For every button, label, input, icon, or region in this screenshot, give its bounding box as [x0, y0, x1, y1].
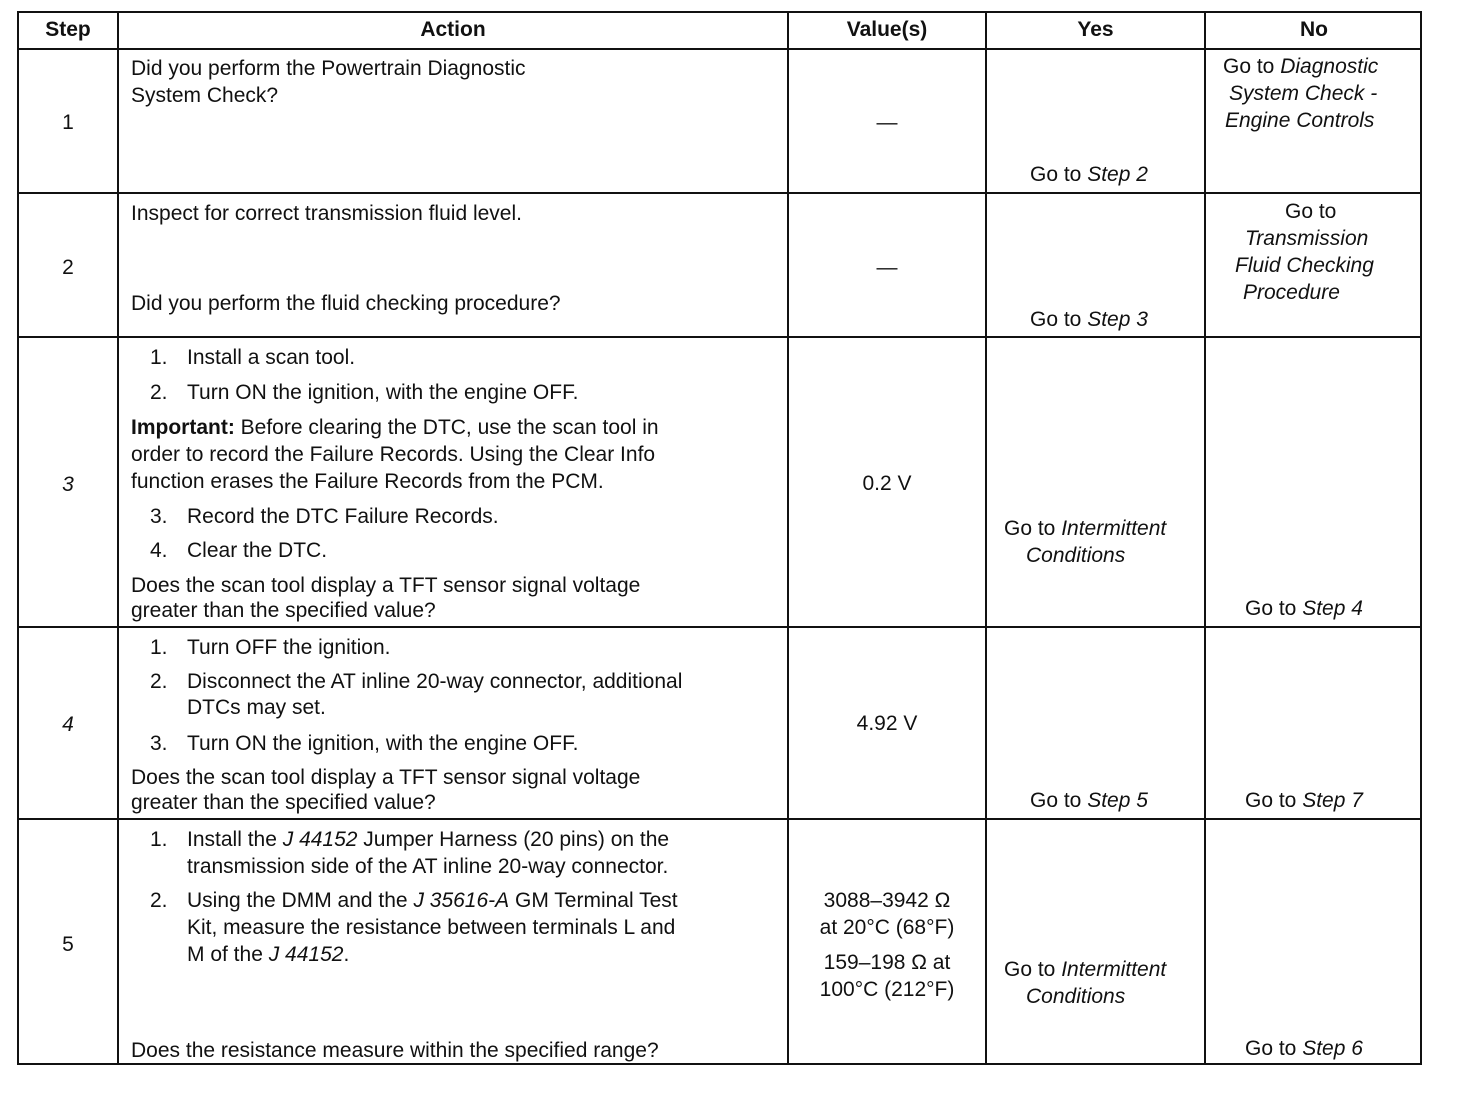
list-number: 3.: [150, 505, 168, 528]
action-item: M of the J 44152.: [187, 943, 350, 966]
action-question: greater than the specified value?: [131, 791, 436, 814]
yes-action: Go to Step 5: [1030, 789, 1148, 812]
no-action: Transmission: [1245, 227, 1369, 250]
list-number: 2.: [150, 381, 168, 404]
value-text: at 20°C (68°F): [819, 916, 955, 939]
no-action: Go to Step 4: [1245, 597, 1363, 620]
header-no: No: [1300, 18, 1328, 41]
action-question: Does the scan tool display a TFT sensor signal voltage: [131, 574, 641, 597]
step-number: 3: [62, 473, 74, 496]
important-note: order to record the Failure Records. Using the Clear Info: [131, 443, 656, 466]
row-divider: [19, 192, 1420, 194]
value-text: 0.2 V: [862, 472, 912, 495]
yes-action: Conditions: [1026, 985, 1126, 1008]
value-text: 3088–3942 Ω: [823, 889, 951, 912]
col-divider: [117, 13, 119, 1063]
action-question: greater than the specified value?: [131, 599, 436, 622]
list-number: 1.: [150, 828, 168, 851]
value-text: 159–198 Ω at: [823, 951, 951, 974]
list-number: 4.: [150, 539, 168, 562]
step-number: 5: [62, 933, 74, 956]
action-question: Does the resistance measure within the specified range?: [131, 1039, 659, 1062]
action-item: Using the DMM and the J 35616-A GM Terminal Test: [187, 889, 678, 912]
action-item: Turn OFF the ignition.: [187, 636, 391, 659]
yes-action: Go to Step 2: [1030, 163, 1148, 186]
action-item: transmission side of the AT inline 20-way connector.: [187, 855, 669, 878]
yes-action: Go to Intermittent: [1004, 958, 1167, 981]
action-text: Inspect for correct transmission fluid level.: [131, 202, 522, 225]
no-action: Go to Diagnostic: [1223, 55, 1379, 78]
no-action: System Check -: [1229, 82, 1378, 105]
no-action: Go to Step 7: [1245, 789, 1363, 812]
row-divider: [19, 818, 1420, 820]
no-action: Engine Controls: [1225, 109, 1375, 132]
header-values: Value(s): [846, 18, 928, 41]
list-number: 3.: [150, 732, 168, 755]
important-note: function erases the Failure Records from the PCM.: [131, 470, 604, 493]
header-action: Action: [420, 18, 486, 41]
header-yes: Yes: [1077, 18, 1114, 41]
action-item: Clear the DTC.: [187, 539, 328, 562]
step-number: 4: [62, 713, 74, 736]
value-text: 4.92 V: [856, 712, 918, 735]
action-text: System Check?: [131, 84, 279, 107]
list-number: 2.: [150, 889, 168, 912]
row-divider: [19, 626, 1420, 628]
row-divider: [19, 336, 1420, 338]
no-action: Go to: [1285, 200, 1337, 223]
action-question: Does the scan tool display a TFT sensor signal voltage: [131, 766, 641, 789]
row-divider: [19, 48, 1420, 50]
action-item: Turn ON the ignition, with the engine OFF.: [187, 732, 579, 755]
action-item: Turn ON the ignition, with the engine OFF.: [187, 381, 579, 404]
action-text: Did you perform the fluid checking procedure?: [131, 292, 561, 315]
col-divider: [985, 13, 987, 1063]
yes-action: Go to Step 3: [1030, 308, 1148, 331]
action-item: Install the J 44152 Jumper Harness (20 pins) on the: [187, 828, 670, 851]
col-divider: [1204, 13, 1206, 1063]
diagnostic-table: [17, 11, 1422, 1065]
action-item: DTCs may set.: [187, 696, 326, 719]
step-number: 2: [62, 256, 74, 279]
list-number: 1.: [150, 636, 168, 659]
no-action: Go to Step 6: [1245, 1037, 1363, 1060]
value-text: —: [876, 111, 898, 134]
yes-action: Go to Intermittent: [1004, 517, 1167, 540]
yes-action: Conditions: [1026, 544, 1126, 567]
list-number: 1.: [150, 346, 168, 369]
action-item: Disconnect the AT inline 20-way connector, additional: [187, 670, 683, 693]
value-text: —: [876, 256, 898, 279]
value-text: 100°C (212°F): [819, 978, 955, 1001]
no-action: Fluid Checking: [1235, 254, 1374, 277]
header-step: Step: [45, 18, 91, 41]
no-action: Procedure: [1243, 281, 1340, 304]
important-note: Important: Before clearing the DTC, use the scan tool in: [131, 416, 659, 439]
list-number: 2.: [150, 670, 168, 693]
action-item: Record the DTC Failure Records.: [187, 505, 499, 528]
action-item: Install a scan tool.: [187, 346, 356, 369]
step-number: 1: [62, 111, 74, 134]
action-item: Kit, measure the resistance between terminals L and: [187, 916, 676, 939]
action-text: Did you perform the Powertrain Diagnostic: [131, 57, 526, 80]
